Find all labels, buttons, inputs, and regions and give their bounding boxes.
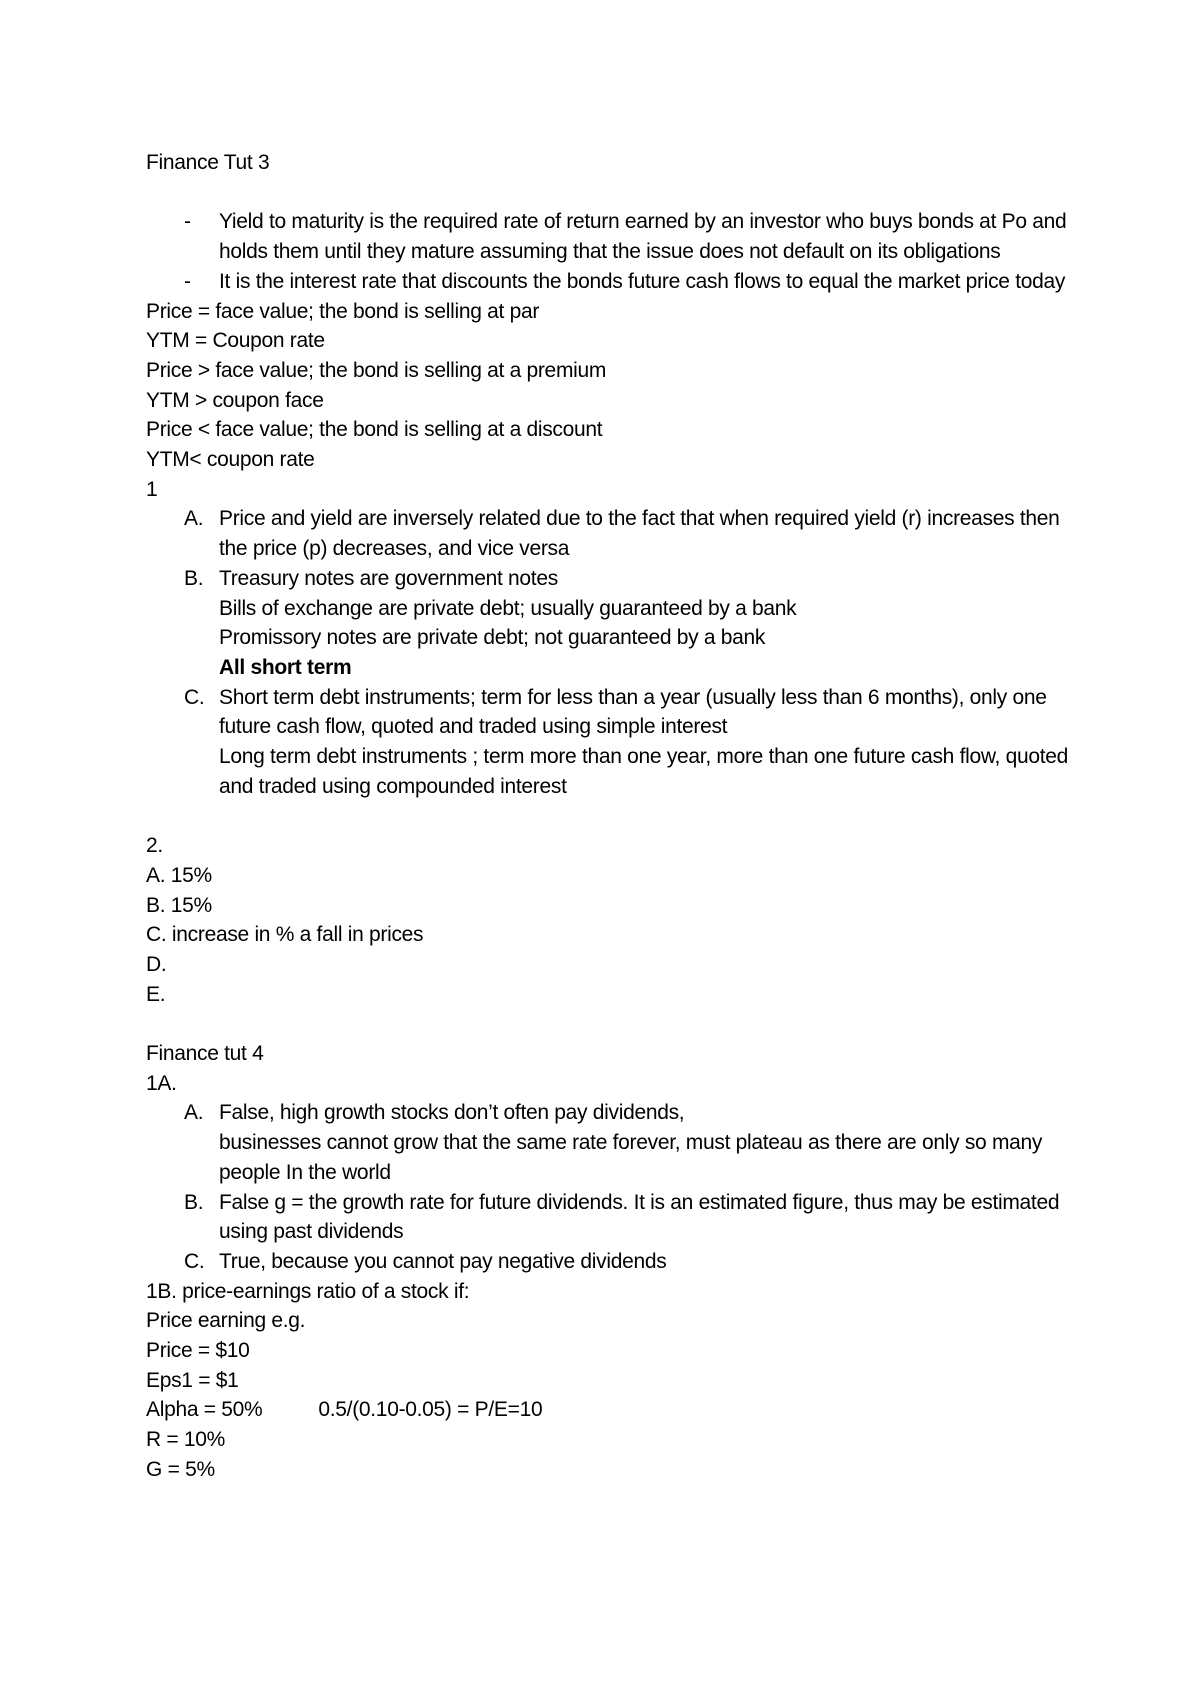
pe-example-label: Price earning e.g. (146, 1309, 306, 1333)
q2-answer-e: E. (146, 982, 166, 1006)
tut3-bullet-2 (146, 267, 1076, 297)
alpha-value: Alpha = 50% (146, 1398, 263, 1422)
item-text: Long term debt instruments ; term more than one year, more than one future cash flow, quoted and traded using compounded interest (219, 745, 1069, 798)
tut3-bullet-1 (146, 207, 1076, 266)
price-par-line: Price = face value; the bond is selling at par (146, 299, 540, 323)
item-marker: B. (184, 566, 204, 590)
document-body (146, 148, 1076, 1485)
spacer (146, 178, 1076, 208)
item-text: Treasury notes are government notes (219, 566, 558, 590)
item-text: businesses cannot grow that the same rate forever, must plateau as there are only so many people In the world (219, 1131, 1043, 1184)
q1a-item-a (146, 1098, 1076, 1187)
g-value: G = 5% (146, 1457, 215, 1481)
q2-answer-c: C. increase in % a fall in prices (146, 923, 424, 947)
item-text: Short term debt instruments; term for less than a year (usually less than 6 months), only one future cash flow, quoted and traded using simple interest (219, 685, 1047, 739)
pe-formula: 0.5/(0.10-0.05) = P/E=10 (318, 1398, 543, 1422)
q1-item-c (146, 683, 1076, 802)
item-text: False, high growth stocks don’t often pay dividends, (219, 1101, 685, 1125)
question-2-number: 2. (146, 834, 163, 858)
ytm-coupon-line: YTM = Coupon rate (146, 329, 325, 353)
item-bold-text: All short term (219, 655, 352, 679)
ytm-less-line: YTM< coupon rate (146, 448, 315, 472)
q1a-item-b (146, 1188, 1076, 1247)
item-marker: A. (184, 1101, 204, 1125)
bullet-dash: - (184, 210, 191, 234)
spacer (146, 1009, 1076, 1039)
ytm-greater-line: YTM > coupon face (146, 388, 324, 412)
q2-answer-b: B. 15% (146, 893, 212, 917)
price-discount-line: Price < face value; the bond is selling at a discount (146, 418, 603, 442)
spacer (146, 801, 1076, 831)
tut4-title: Finance tut 4 (146, 1042, 264, 1066)
bullet-dash: - (184, 269, 191, 293)
item-text: Promissory notes are private debt; not guaranteed by a bank (219, 626, 766, 650)
question-1a-label: 1A. (146, 1071, 177, 1095)
q1-item-a (146, 504, 1076, 563)
q1a-item-c (146, 1247, 1076, 1277)
eps-value: Eps1 = $1 (146, 1368, 239, 1392)
tut3-title: Finance Tut 3 (146, 151, 270, 174)
r-value: R = 10% (146, 1428, 226, 1452)
q2-answer-d: D. (146, 952, 167, 976)
item-text: Bills of exchange are private debt; usually guaranteed by a bank (219, 596, 797, 620)
question-1b-label: 1B. price-earnings ratio of a stock if: (146, 1279, 470, 1303)
alpha-row (146, 1395, 1076, 1425)
item-text: True, because you cannot pay negative dividends (219, 1249, 667, 1273)
price-value: Price = $10 (146, 1339, 250, 1363)
bullet-text: Yield to maturity is the required rate of return earned by an investor who buys bonds at Po and holds them until they mature assuming that the issue does not default on its obligations (219, 210, 1067, 264)
question-1-number: 1 (146, 477, 158, 501)
bullet-text: It is the interest rate that discounts the bonds future cash flows to equal the market price today (219, 269, 1066, 293)
item-marker: C. (184, 1249, 205, 1273)
item-text: False g = the growth rate for future dividends. It is an estimated figure, thus may be estimated using past dividends (219, 1190, 1060, 1244)
item-marker: A. (184, 507, 204, 531)
q2-answer-a: A. 15% (146, 863, 212, 887)
q1-item-b (146, 564, 1076, 683)
item-marker: B. (184, 1190, 204, 1214)
item-text: Price and yield are inversely related due to the fact that when required yield (r) increases then the price (p) decreases, and vice versa (219, 507, 1060, 561)
item-marker: C. (184, 685, 205, 709)
price-premium-line: Price > face value; the bond is selling at a premium (146, 358, 607, 382)
